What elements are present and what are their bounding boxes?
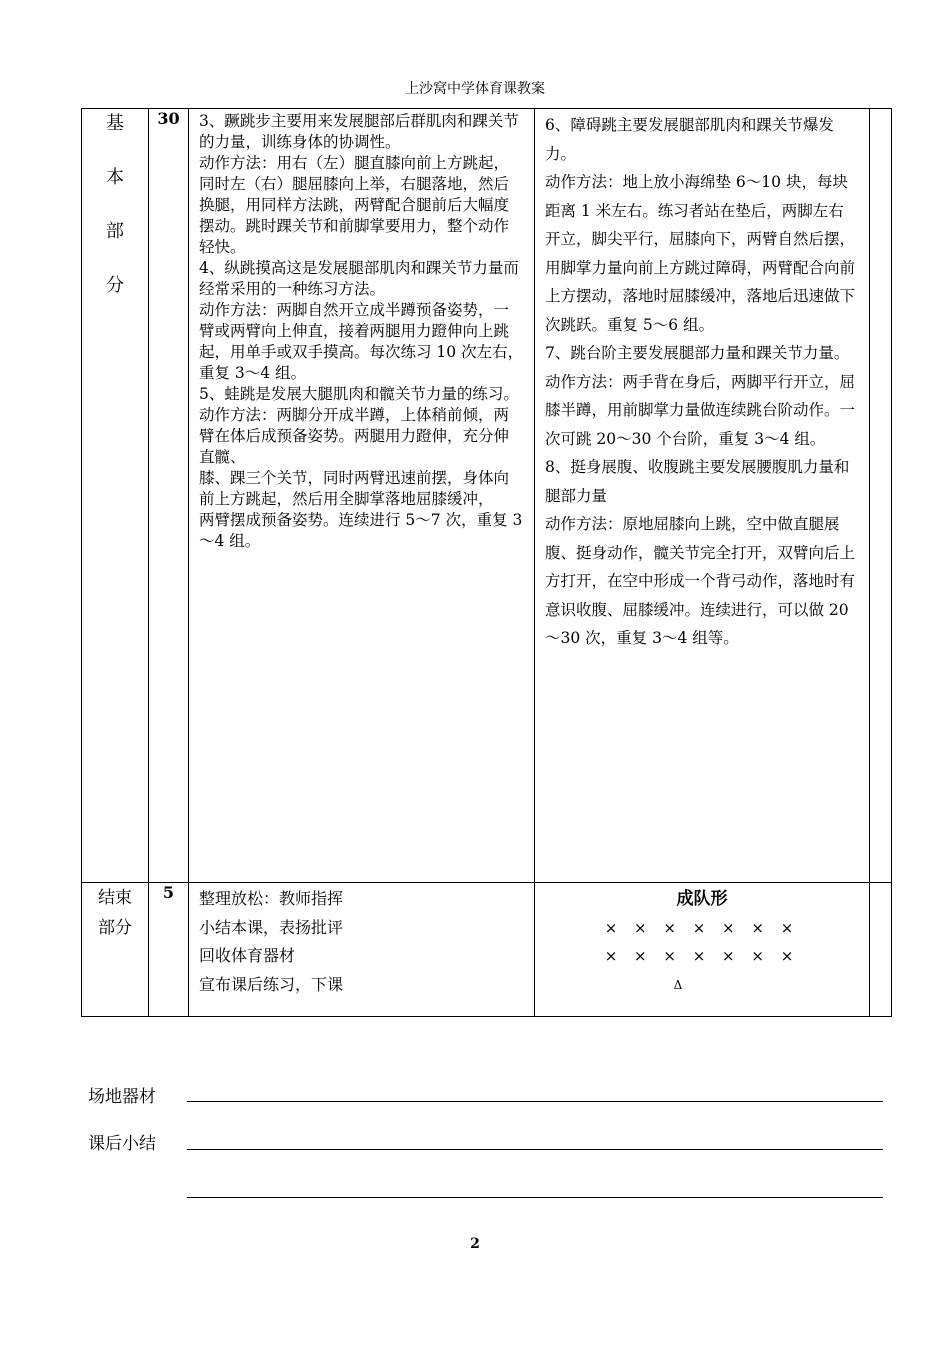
basic-label-char: 基 [106,113,124,134]
end-empty-cell [870,883,892,1017]
exercise-text: 膝、踝三个关节，同时两臂迅速前摆，身体向前上方跳起，然后用全脚掌落地屈膝缓冲， [199,469,510,508]
exercise-text: 动作方法：原地屈膝向上跳，空中做直腿展腹、挺身动作，髋关节完全打开，双臂向后上方打开，在空中形成一个背弓动作，落地时有意识收腹、屈膝缓冲。连续进行，可以做 20～30 次，重复 3～4 组等。 [545,515,856,647]
basic-empty-cell [870,109,892,883]
formation-cell [535,883,870,1017]
end-item: 回收体育器材 [199,946,296,965]
exercise-text: 动作方法：两脚分开成半蹲，上体稍前倾，两臂在体后成预备姿势。两腿用力蹬伸，充分伸直髋、 [199,406,510,466]
exercise-text: 两臂摆成预备姿势。连续进行 5～7 次，重复 3～4 组。 [199,511,523,550]
exercise-text: 5、蛙跳是发展大腿肌肉和髋关节力量的练习。 [199,385,519,403]
formation-title: 成队形 [676,889,728,909]
basic-section-label-cell [82,109,149,883]
end-label-line: 部分 [98,918,132,938]
equipment-underline [187,1101,883,1102]
summary-underline [187,1149,883,1150]
end-section-time-cell [149,883,189,1017]
basic-section-row [82,109,892,883]
basic-section-label [82,109,148,297]
page-number: 2 [470,1236,480,1252]
exercise-text: 8、挺身展腹、收腹跳主要发展腰腹肌力量和腿部力量 [545,458,850,505]
basic-label-char: 部 [106,221,124,242]
equipment-label: 场地器材 [88,1087,156,1107]
exercise-text: 3、蹶跳步主要用来发展腿部后群肌肉和踝关节的力量，训练身体的协调性。 [199,112,519,151]
basic-content-col-b [535,109,870,883]
end-section-row [82,883,892,1017]
basic-content-col-a [189,109,535,883]
exercise-text: 动作方法：两手背在身后，两脚平行开立，屈膝半蹲，用前脚掌力量做连续跳台阶动作。一次可跳 20～30 个台阶，重复 3～4 组。 [545,372,856,448]
end-section-label [82,883,148,943]
formation-row: × × × × × × × [604,947,800,965]
end-item: 整理放松：教师指挥 [199,889,344,908]
exercise-text: 7、跳台阶主要发展腿部力量和踝关节力量。 [545,344,850,362]
exercise-text: 4、纵跳摸高这是发展腿部肌肉和踝关节力量而经常采用的一种练习方法。 [199,259,519,298]
summary-underline-2 [187,1197,883,1198]
end-item: 宣布课后练习，下课 [199,974,344,994]
end-item: 小结本课，表扬批评 [199,917,344,937]
basic-section-time-cell [149,109,189,883]
exercise-text: 动作方法：用右（左）腿直膝向前上方跳起，同时左（右）腿屈膝向上举，右腿落地，然后换腿，用同样方法跳，两臂配合腿前后大幅度摆动。跳时踝关节和前脚掌要用力，整个动作轻快。 [199,154,510,256]
exercise-text: 6、障碍跳主要发展腿部肌肉和踝关节爆发力。 [545,116,834,163]
end-label-line: 结束 [98,888,132,908]
page-header-title: 上沙窝中学体育课教案 [405,81,545,97]
basic-label-char: 分 [106,275,124,296]
teacher-position-icon: Δ [673,977,683,992]
lesson-plan-table [81,108,892,1017]
end-section-label-cell [82,883,149,1017]
exercise-text: 动作方法：两脚自然开立成半蹲预备姿势，一臂或两臂向上伸直，接着两腿用力蹬伸向上跳起，用单手或双手摸高。每次练习 10 次左右，重复 3～4 组。 [199,301,524,382]
end-section-minutes: 5 [162,883,175,902]
formation-row: × × × × × × × [604,918,800,937]
summary-label: 课后小结 [88,1134,156,1154]
end-content-cell [189,883,535,1017]
exercise-text: 动作方法：地上放小海绵垫 6～10 块，每块距离 1 米左右。练习者站在垫后，两脚左右开立，脚尖平行，屈膝向下，两臂自然后摆，用脚掌力量向前上方跳过障碍，两臂配合向前上方摆动，落地时屈膝缓冲，落地后迅速做下次跳跃。重复 5～6 组。 [545,173,856,334]
basic-label-char: 本 [106,167,124,188]
basic-section-minutes: 30 [157,109,180,128]
